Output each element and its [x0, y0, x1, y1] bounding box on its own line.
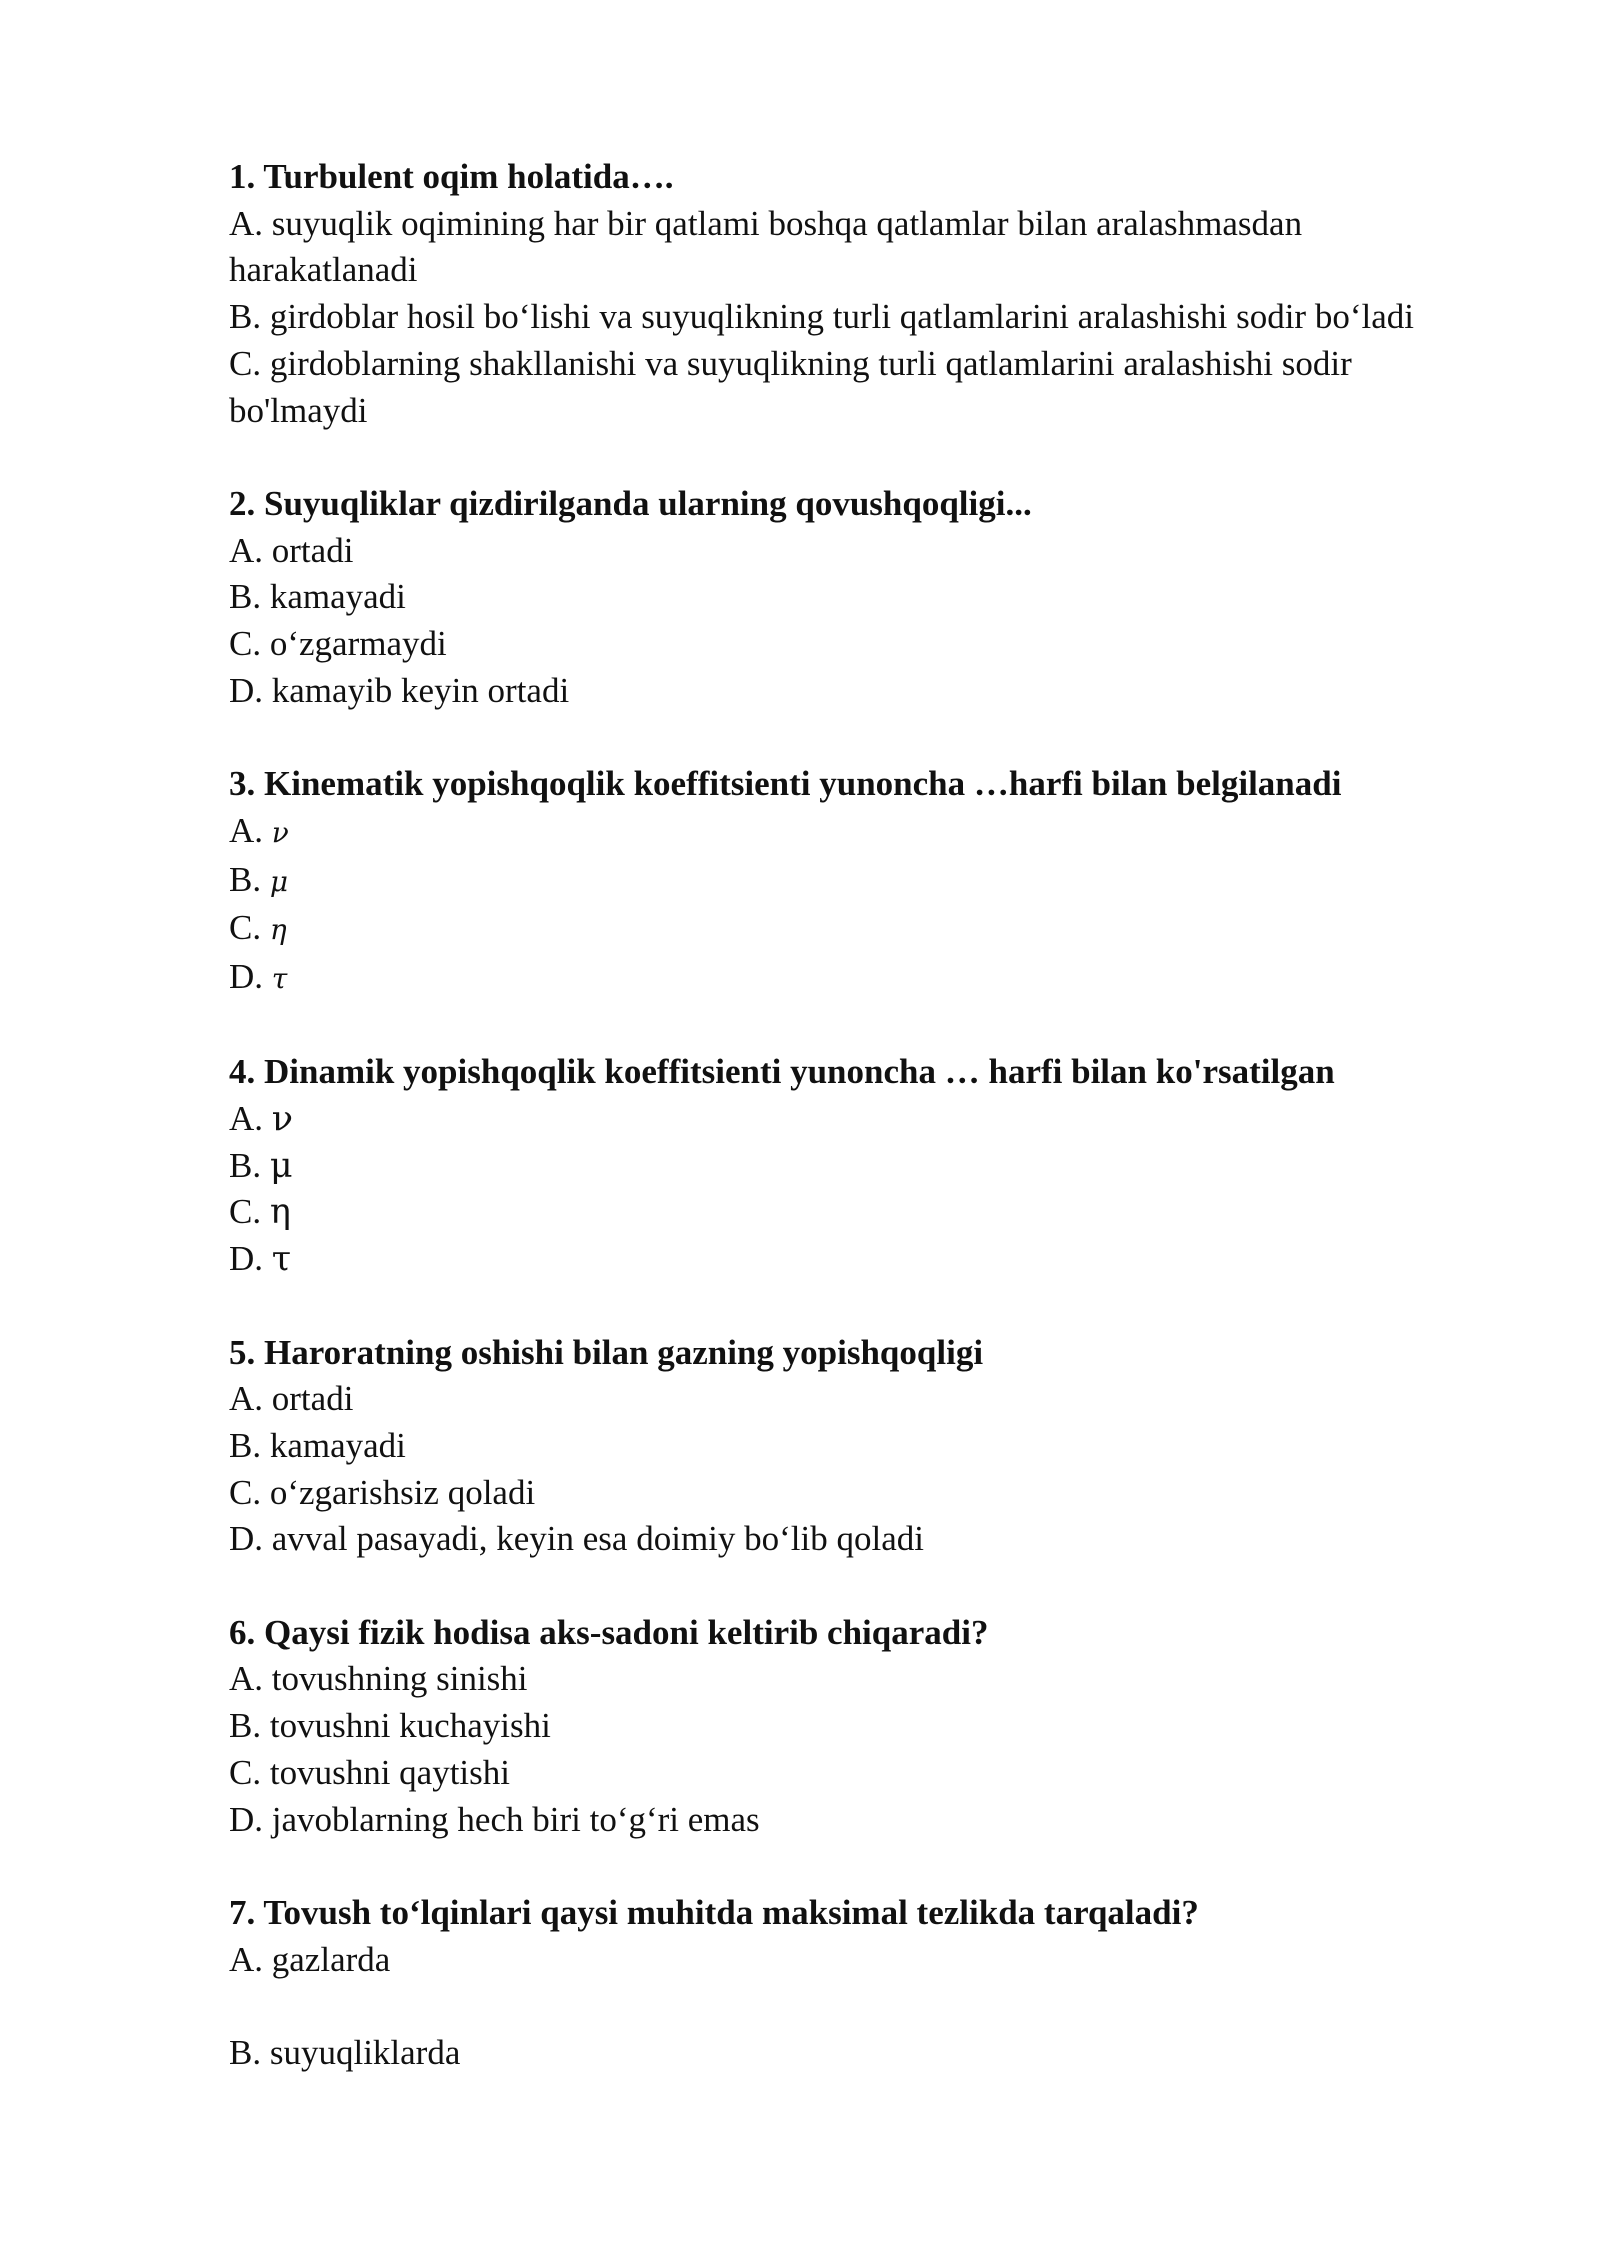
greek-symbol: ν [271, 815, 289, 849]
option-letter: A. [229, 810, 264, 850]
answer-option-d: D. javoblarning hech biri to‘g‘ri emas [229, 1799, 760, 1839]
question-title: 2. Suyuqliklar qizdirilganda ularning qovushqoqligi... [229, 483, 1032, 523]
answer-option-c: C. o‘zgarishsiz qoladi [229, 1472, 536, 1512]
answer-option-c: C. tovushni qaytishi [229, 1752, 510, 1792]
option-letter: D. [229, 1239, 264, 1279]
question-title: 7. Tovush to‘lqinlari qaysi muhitda maksimal tezlikda tarqaladi? [229, 1892, 1199, 1932]
answer-option-b: B. kamayadi [229, 1425, 406, 1465]
question-3 [229, 761, 1469, 1003]
question-title: 5. Haroratning oshishi bilan gazning yopishqoqligi [229, 1332, 984, 1372]
answer-option-d [229, 1236, 1469, 1283]
answer-option-b: B. kamayadi [229, 577, 406, 617]
answer-option-b [229, 1143, 1469, 1190]
answer-option-b: B. suyuqliklarda [229, 2033, 461, 2073]
question-title: 4. Dinamik yopishqoqlik koeffitsienti yunoncha … harfi bilan ko'rsatilgan [229, 1052, 1335, 1092]
question-6 [229, 1610, 1469, 1844]
greek-symbol: ν [271, 1099, 294, 1140]
answer-option-c [229, 1189, 1469, 1236]
option-letter: B. [229, 859, 262, 899]
question-2 [229, 481, 1469, 715]
option-letter: C. [229, 908, 262, 948]
question-1 [229, 154, 1469, 434]
answer-option-c: C. girdoblarning shakllanishi va suyuqlikning turli qatlamlarini aralashishi sodir bo'lmaydi [229, 343, 1352, 430]
question-title: 3. Kinematik yopishqoqlik koeffitsienti yunoncha …harfi bilan belgilanadi [229, 764, 1342, 804]
answer-option-b: B. girdoblar hosil bo‘lishi va suyuqlikning turli qatlamlarini aralashishi sodir bo‘ladi [229, 297, 1414, 337]
answer-option-a: A. ortadi [229, 530, 354, 570]
greek-symbol: η [269, 1192, 291, 1233]
question-title: 1. Turbulent oqim holatida…. [229, 157, 674, 196]
greek-symbol: η [269, 913, 287, 947]
option-letter: B. [229, 1145, 262, 1185]
answer-option-a: A. ortadi [229, 1379, 354, 1419]
answer-option-d [229, 954, 1469, 1003]
answer-option-c [229, 905, 1469, 954]
answer-option-b [229, 857, 1469, 906]
question-5 [229, 1330, 1469, 1564]
option-letter: A. [229, 1099, 264, 1139]
answer-option-a [229, 808, 1469, 857]
greek-symbol: τ [271, 1239, 292, 1280]
answer-option-d: D. avval pasayadi, keyin esa doimiy bo‘lib qoladi [229, 1519, 924, 1559]
answer-option-b: B. tovushni kuchayishi [229, 1706, 551, 1746]
document-page [229, 154, 1469, 2123]
answer-option-a: A. suyuqlik oqimining har bir qatlami boshqa qatlamlar bilan aralashmasdan harakatlanadi [229, 203, 1303, 290]
question-7 [229, 1890, 1469, 2077]
question-4 [229, 1049, 1469, 1283]
greek-symbol: μ [269, 1145, 293, 1186]
answer-option-a [229, 1096, 1469, 1143]
option-letter: C. [229, 1192, 262, 1232]
greek-symbol: μ [269, 864, 289, 898]
answer-option-a: A. gazlarda [229, 1939, 391, 1979]
question-title: 6. Qaysi fizik hodisa aks-sadoni keltirib chiqaradi? [229, 1612, 989, 1652]
option-letter: D. [229, 956, 264, 996]
greek-symbol: τ [271, 961, 288, 995]
answer-option-a: A. tovushning sinishi [229, 1659, 528, 1699]
answer-option-d: D. kamayib keyin ortadi [229, 670, 570, 710]
answer-option-c: C. o‘zgarmaydi [229, 624, 447, 664]
